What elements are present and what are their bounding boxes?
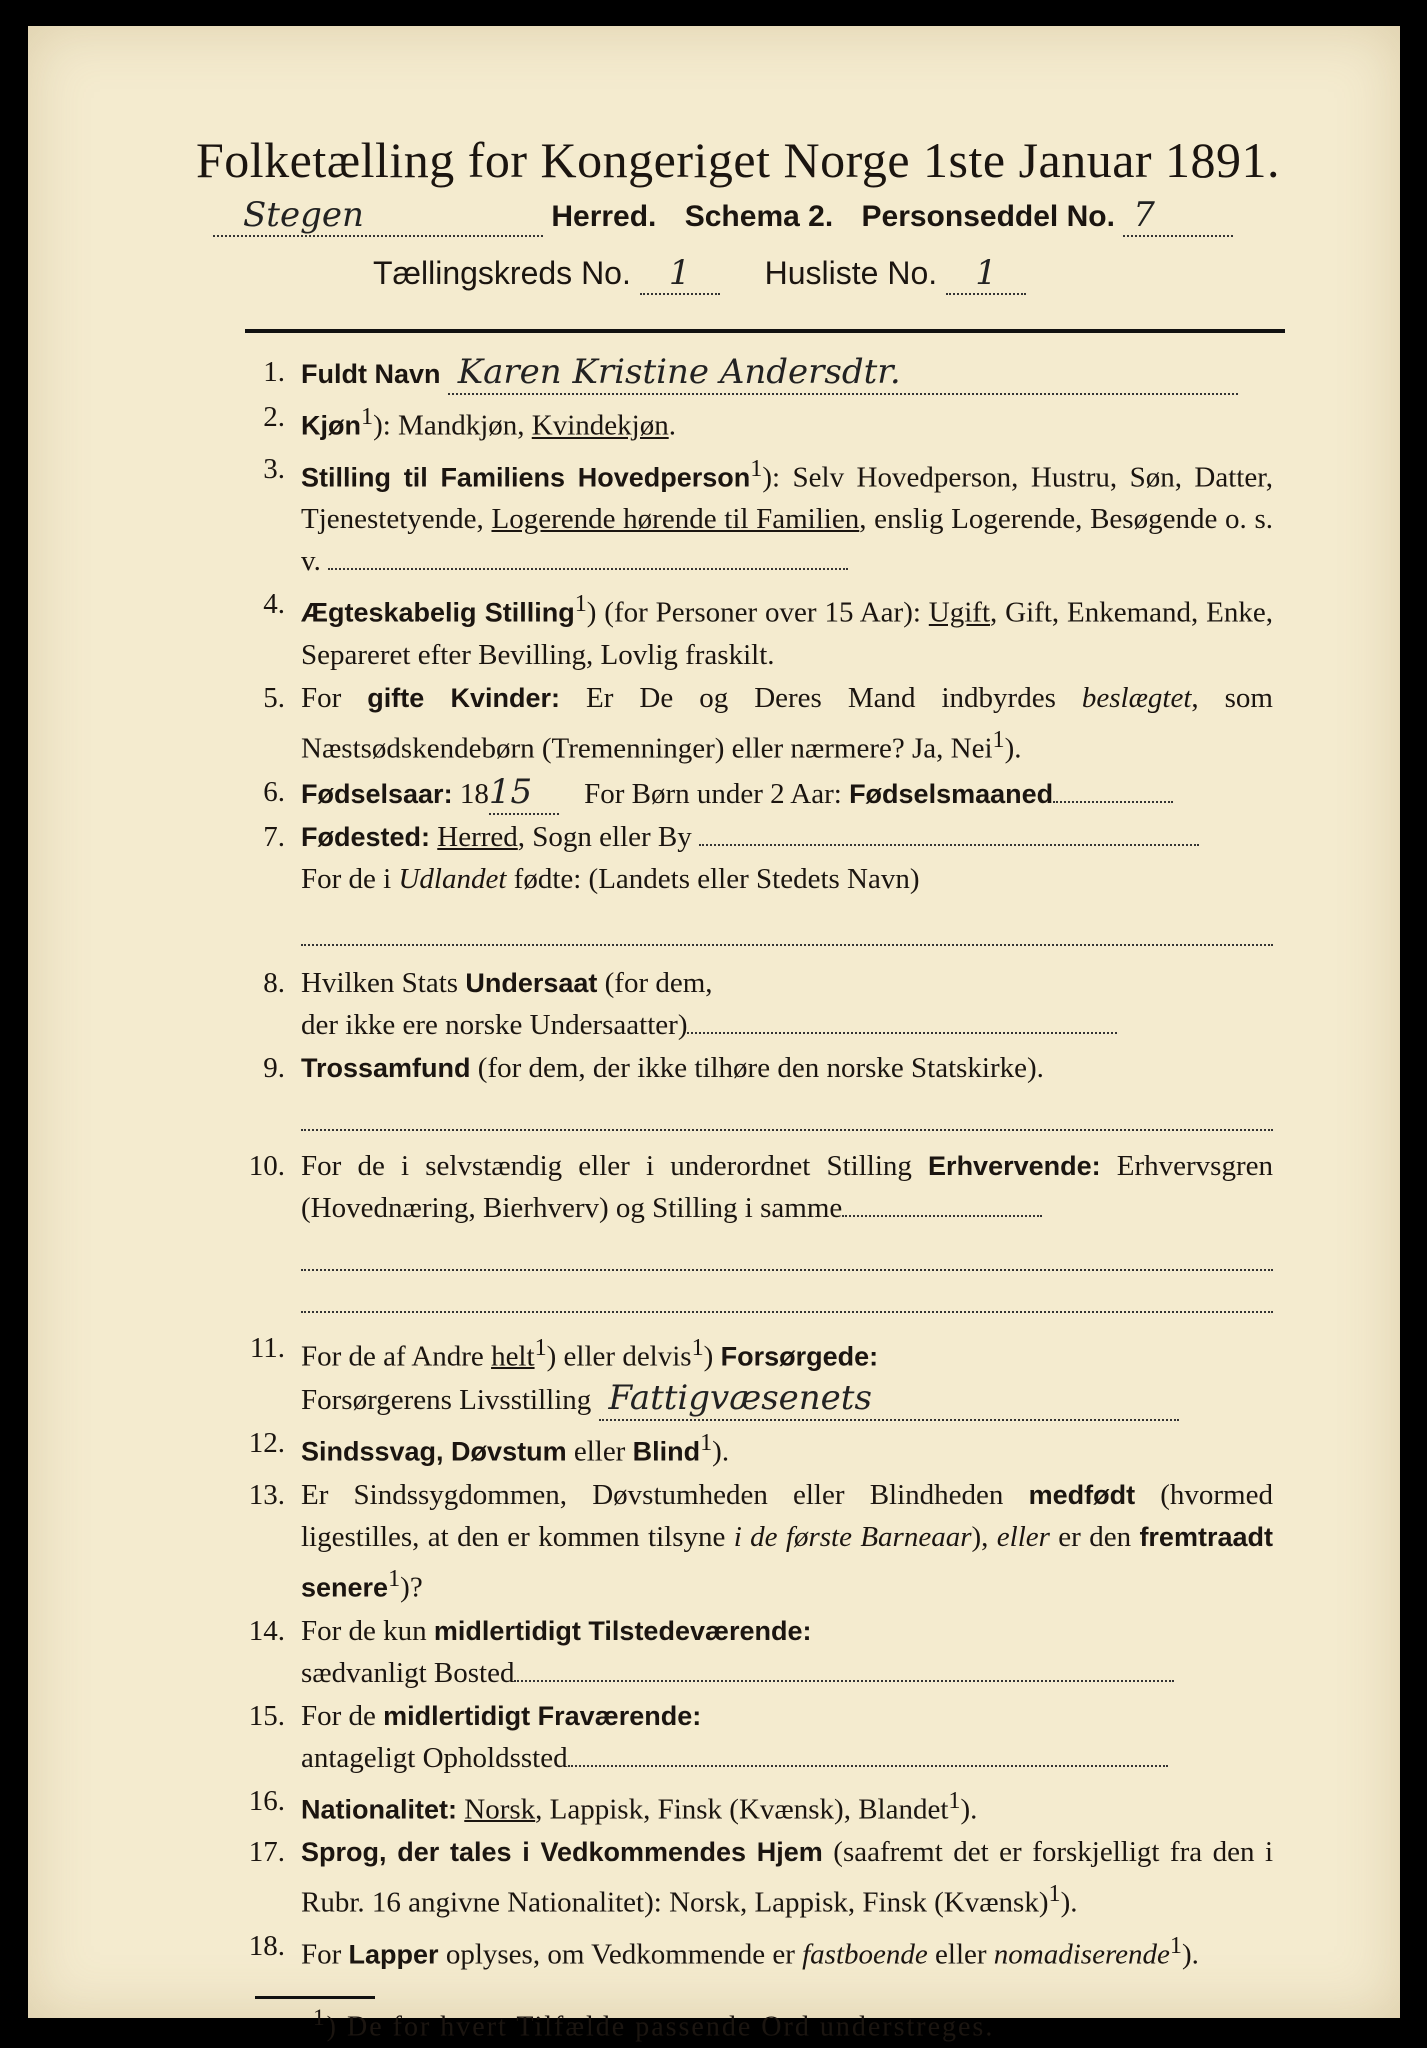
item-label: midlertidigt Tilstedeværende: [433,1615,812,1646]
item-label: Fødested: [301,821,431,852]
item-emphasis: nomadiserende [993,1938,1170,1971]
footnote-ref: 1 [700,1429,713,1457]
item-label: Kjøn [301,410,361,441]
herred-label: Herred. [551,200,657,233]
provider-status-value: Fattigvæsenets [599,1377,1179,1421]
item-text: (hvormed ligestilles, at den er kommen tilsyne [301,1478,1273,1553]
underlined-choice: Kvindekjøn [531,409,669,442]
item-number: 16. [248,1784,285,1817]
item-2 [213,396,1293,447]
item-text: )? [400,1571,423,1604]
item-text: Er De og Deres Mand indbyrdes [560,681,1082,714]
item-3 [213,448,1293,583]
dotted-line [301,1229,1273,1271]
item-label: Fødselsmaaned [849,778,1054,809]
item-9 [213,1047,1293,1131]
item-label: Forsørgede: [720,1341,879,1372]
item-text: ): Mandkjøn, [373,409,532,442]
footnote-ref: 1 [534,1333,547,1361]
header-rule [245,329,1285,333]
item-text: Hvilken Stats [301,966,466,999]
item-label: gifte Kvinder: [367,682,561,713]
item-number: 6. [263,775,285,808]
item-emphasis: Udlandet [398,862,507,895]
dotted-fill [699,844,1199,846]
item-text: ). [1181,1938,1199,1971]
item-13 [213,1474,1293,1609]
item-text: For de i [301,862,399,895]
item-text: ): Selv Hovedperson, Hustru, Søn, Datter, Tjenestetyende, [301,461,1273,536]
underlined-choice: Logerende hørende til Familien [491,503,860,536]
item-number: 2. [263,401,285,433]
item-label: fremtraadt senere [301,1521,1273,1603]
item-text: oplyses, om Vedkommende er [438,1938,803,1971]
item-number: 3. [263,452,285,485]
item-8 [213,962,1293,1046]
item-text: ). [1060,1886,1078,1919]
item-label: Ægteskabelig Stilling [301,597,575,628]
dotted-fill [842,1215,1042,1217]
dotted-fill [328,568,848,570]
item-label: Erhvervende: [928,1150,1101,1181]
dotted-fill [687,1032,1117,1034]
item-number: 11. [249,1331,285,1364]
item-18 [213,1925,1293,1976]
item-label: Fuldt Navn [301,359,441,389]
dotted-fill [1053,801,1173,803]
personseddel-label: Personseddel No. [861,200,1115,233]
item-15 [213,1695,1293,1779]
item-text: er den [1049,1520,1140,1553]
footnote-ref: 1 [992,725,1005,753]
taellingskreds-label: Tællingskreds No. [373,255,631,291]
item-text: For [301,681,368,714]
item-emphasis: i de første Barneaar [733,1520,972,1553]
underlined-choice: Ugift [928,596,991,629]
item-label: Trossamfund [301,1052,471,1083]
item-number: 8. [263,966,285,999]
item-number: 4. [263,588,285,621]
item-label: Sprog, der tales i Vedkommendes Hjem [301,1837,823,1868]
footnote-ref: 1 [948,1786,961,1814]
item-number: 5. [263,681,285,714]
item-number: 10. [248,1149,285,1182]
footnote-ref: 1 [691,1333,704,1361]
item-number: 14. [248,1614,285,1647]
item-text: . [668,409,676,442]
item-text: eller [566,1435,633,1468]
item-label: midlertidigt Fraværende: [383,1700,702,1731]
item-label: Nationalitet: [301,1794,458,1825]
item-text: , Sogn eller By [517,820,692,853]
item-text: For de kun [301,1614,434,1647]
underlined-choice: Norsk [464,1793,536,1826]
item-5 [213,677,1293,770]
item-text: der ikke ere norske Undersaatter) [301,1008,688,1041]
item-text: For [301,1938,349,1971]
husliste-label: Husliste No. [764,255,938,291]
item-text: ) [703,1340,721,1373]
footnote-ref: 1 [750,454,763,482]
footnote-marker: 1 [313,2004,327,2031]
footnote-ref: 1 [361,403,374,430]
footnote-ref: 1 [1169,1931,1182,1959]
dotted-line [301,904,1273,946]
item-text: ) (for Personer over 15 Aar): [586,596,929,629]
herred-value: Stegen [213,195,543,237]
item-emphasis: eller [996,1520,1050,1553]
item-number: 9. [263,1051,285,1084]
schema-label: Schema 2. [684,200,834,233]
item-7 [213,816,1293,946]
dotted-fill [568,1765,1168,1767]
item-text: ). [712,1435,730,1468]
item-label: Lapper [348,1939,439,1970]
item-1 [213,351,1293,395]
form-title: Folketælling for Kongeriget Norge 1ste Januar 1891. [195,132,1281,188]
item-10 [213,1145,1293,1313]
item-text: For de af Andre [301,1340,492,1373]
item-text: , Lappisk, Finsk (Kvænsk), Blandet [535,1793,949,1826]
underlined-choice: helt [491,1340,535,1373]
item-text: Forsørgerens Livsstilling [301,1384,592,1417]
item-emphasis: fastboende [802,1938,928,1971]
item-number: 18. [248,1929,285,1962]
item-label: Blind [632,1436,701,1467]
footnote [313,2005,1293,2043]
item-text: fødte: (Landets eller Stedets Navn) [506,862,920,895]
item-label: Fødselsaar: [301,778,453,809]
item-text: (for dem, [597,966,713,999]
item-number: 7. [263,820,285,853]
footnote-ref: 1 [388,1564,401,1592]
item-text: , som Næstsødskendebørn (Tremenninger) eller nærmere? Ja, Nei [301,681,1273,765]
item-text: sædvanligt Bosted [301,1656,515,1689]
item-text: Er Sindssygdommen, Døvstumheden eller Blindheden [301,1478,1029,1511]
footnote-text: ) De for hvert Tilfælde passende Ord understreges. [326,2010,995,2042]
census-form-sheet [28,26,1400,2042]
birth-year-value: 15 [489,771,559,815]
full-name-value: Karen Kristine Andersdtr. [448,351,1238,395]
item-emphasis: beslægtet [1081,681,1192,714]
item-text: For Børn under 2 Aar: [584,777,850,810]
item-text: ), [971,1520,997,1553]
personseddel-value: 7 [1123,195,1233,237]
item-text: (saafremt det er forskjelligt fra den i Rubr. 16 angivne Nationalitet): Norsk, Lappisk, Finsk (Kvænsk) [301,1836,1273,1919]
item-6 [213,771,1293,815]
item-12 [213,1422,1293,1473]
item-text: For de [301,1699,384,1732]
husliste-value: 1 [946,253,1026,295]
header-line-2 [373,253,1293,311]
item-text: antageligt Opholdssted [301,1741,568,1774]
item-11 [213,1327,1293,1422]
dotted-line [301,1089,1273,1131]
item-label: Sindssvag, Døvstum [301,1436,567,1467]
item-number: 12. [248,1427,285,1460]
dotted-fill [514,1680,1174,1682]
taellingskreds-value: 1 [640,253,720,295]
form-content [195,131,1293,2043]
item-number: 15. [248,1699,285,1732]
item-14 [213,1610,1293,1694]
dotted-line [301,1271,1273,1313]
item-text: , enslig Logerende, Besøgende o. s. v. [301,503,1273,578]
item-4 [213,583,1293,676]
item-16 [213,1780,1293,1831]
item-17 [213,1831,1293,1924]
item-text: (for dem, der ikke tilhøre den norske Statskirke). [470,1051,1044,1084]
item-number: 17. [248,1836,285,1869]
footnote-ref: 1 [574,590,587,618]
item-text: 18 [452,777,489,810]
item-text: ). [1004,732,1022,765]
item-label: medfødt [1028,1479,1136,1510]
item-text: ) eller delvis [546,1340,692,1373]
item-text: ). [960,1793,978,1826]
item-text: Erhvervsgren (Hovednæring, Bierhverv) og Stilling i samme [301,1149,1273,1224]
item-text: For de i selvstændig eller i underordnet Stilling [301,1149,929,1182]
header-line-1 [213,195,1293,253]
footnote-rule [255,1996,375,1999]
item-label: Stilling til Familiens Hovedperson [301,462,751,493]
item-text: eller [927,1938,994,1971]
item-text: , Gift, Enkemand, Enke, Separeret efter Bevilling, Lovlig fraskilt. [301,596,1273,671]
item-number: 13. [248,1478,285,1511]
footnote-ref: 1 [1048,1880,1061,1908]
item-number: 1. [263,356,285,388]
underlined-choice: Herred [437,820,518,853]
item-label: Undersaat [465,967,598,998]
